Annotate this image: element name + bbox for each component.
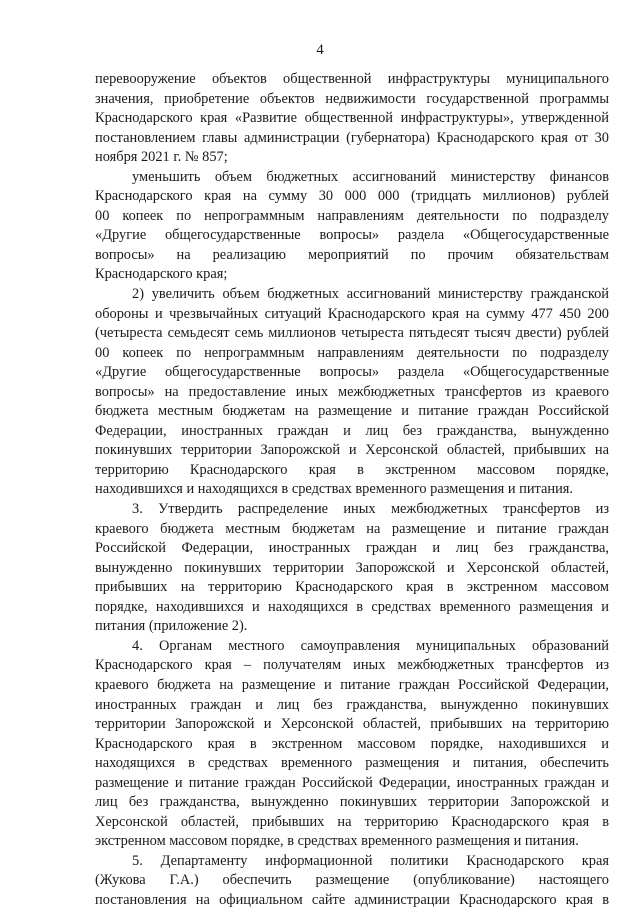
text-line: (Жукова Г.А.) обеспечить размещение (опубликование) настоящего xyxy=(95,872,609,889)
paragraph-p5 xyxy=(95,852,609,911)
text-line: экстренном массовом порядке, в средствах временного размещения и питания. xyxy=(95,833,579,850)
text-line: бюджета местным бюджетам на размещение и питание граждан Российской xyxy=(95,403,609,420)
text-line: краевого бюджета местным бюджетам на размещение и питание граждан xyxy=(95,520,609,537)
text-line: Краснодарского края – получателям иных межбюджетных трансфертов из xyxy=(95,657,609,674)
document-body xyxy=(95,70,609,911)
text-line: территорию Краснодарского края в экстренном массовом порядке, xyxy=(95,461,609,478)
text-line: перевооружение объектов общественной инфраструктуры муниципального xyxy=(95,71,609,87)
text-line: покинувших территории Запорожской и Херсонской областей, прибывших на xyxy=(95,442,609,459)
text-line: 3. Утвердить распределение иных межбюджетных трансфертов из xyxy=(132,501,609,518)
text-line: территории Запорожской и Херсонской областей, прибывших на территорию xyxy=(95,716,609,733)
paragraph-p3 xyxy=(95,500,609,637)
text-line: находящихся в средствах временного размещения и питания, обеспечить xyxy=(95,755,609,772)
text-line: краевого бюджета на размещение и питание граждан Российской Федерации, xyxy=(95,676,609,693)
text-line: иностранных граждан и лиц без гражданства, вынужденно покинувших xyxy=(95,696,609,713)
text-line: значения, приобретение объектов недвижимости государственной программы xyxy=(95,90,609,107)
text-line: постановления на официальном сайте администрации Краснодарского края в xyxy=(95,891,609,908)
paragraph-p2 xyxy=(95,285,609,500)
text-line: вынужденно покинувших территории Запорожской и Херсонской областей, xyxy=(95,559,609,576)
text-line: порядке, находившихся и находящихся в средствах временного размещения и xyxy=(95,598,609,615)
text-line: «Другие общегосударственные вопросы» раздела «Общегосударственные xyxy=(95,364,609,381)
text-line: вопросы» на предоставление иных межбюджетных трансфертов из краевого xyxy=(95,383,609,400)
text-line: 00 копеек по непрограммным направлениям деятельности по подразделу xyxy=(95,207,609,224)
text-line: вопросы» на реализацию мероприятий по прочим обязательствам xyxy=(95,246,609,263)
text-line: Краснодарского края на сумму 30 000 000 (тридцать миллионов) рублей xyxy=(95,188,609,205)
text-line: находившихся и находящихся в средствах временного размещения и питания. xyxy=(95,481,574,498)
text-line: «Другие общегосударственные вопросы» раздела «Общегосударственные xyxy=(95,227,609,244)
paragraph-p0 xyxy=(95,70,609,168)
text-line: прибывших на территорию Краснодарского края в экстренном массовом xyxy=(95,579,609,596)
text-line: питания (приложение 2). xyxy=(95,618,248,635)
text-line: обороны и чрезвычайных ситуаций Краснодарского края на сумму 477 450 200 xyxy=(95,305,609,322)
text-line: Краснодарского края в экстренном массовом порядке, находившихся и xyxy=(95,735,609,752)
text-line: 00 копеек по непрограммным направлениям деятельности по подразделу xyxy=(95,344,609,361)
text-line: уменьшить объем бюджетных ассигнований министерству финансов xyxy=(132,168,609,185)
text-line: (четыреста семьдесят семь миллионов четыреста пятьдесят тысяч двести) рублей xyxy=(95,325,609,342)
paragraph-p1 xyxy=(95,168,609,285)
text-line: Краснодарского края; xyxy=(95,266,228,283)
text-line: постановлением главы администрации (губернатора) Краснодарского края от 30 xyxy=(95,129,609,146)
text-line: Краснодарского края «Развитие общественной инфраструктуры», утвержденной xyxy=(95,110,609,127)
text-line: 2) увеличить объем бюджетных ассигнований министерству гражданской xyxy=(132,286,609,303)
text-line: размещение и питание граждан Российской Федерации, иностранных граждан и xyxy=(95,774,609,791)
text-line: Херсонской областей, прибывших на территорию Краснодарского края в xyxy=(95,813,609,830)
text-line: 4. Органам местного самоуправления муниципальных образований xyxy=(132,637,609,654)
page-number: 4 xyxy=(316,42,324,58)
text-line: 5. Департаменту информационной политики Краснодарского края xyxy=(132,852,609,869)
paragraph-p4 xyxy=(95,637,609,852)
text-line: Российской Федерации, иностранных граждан и лиц без гражданства, xyxy=(95,540,609,557)
text-line: лиц без гражданства, вынужденно покинувших территории Запорожской и xyxy=(95,794,609,811)
text-line: Федерации, иностранных граждан и лиц без гражданства, вынужденно xyxy=(95,422,609,439)
text-line: ноября 2021 г. № 857; xyxy=(95,149,228,166)
